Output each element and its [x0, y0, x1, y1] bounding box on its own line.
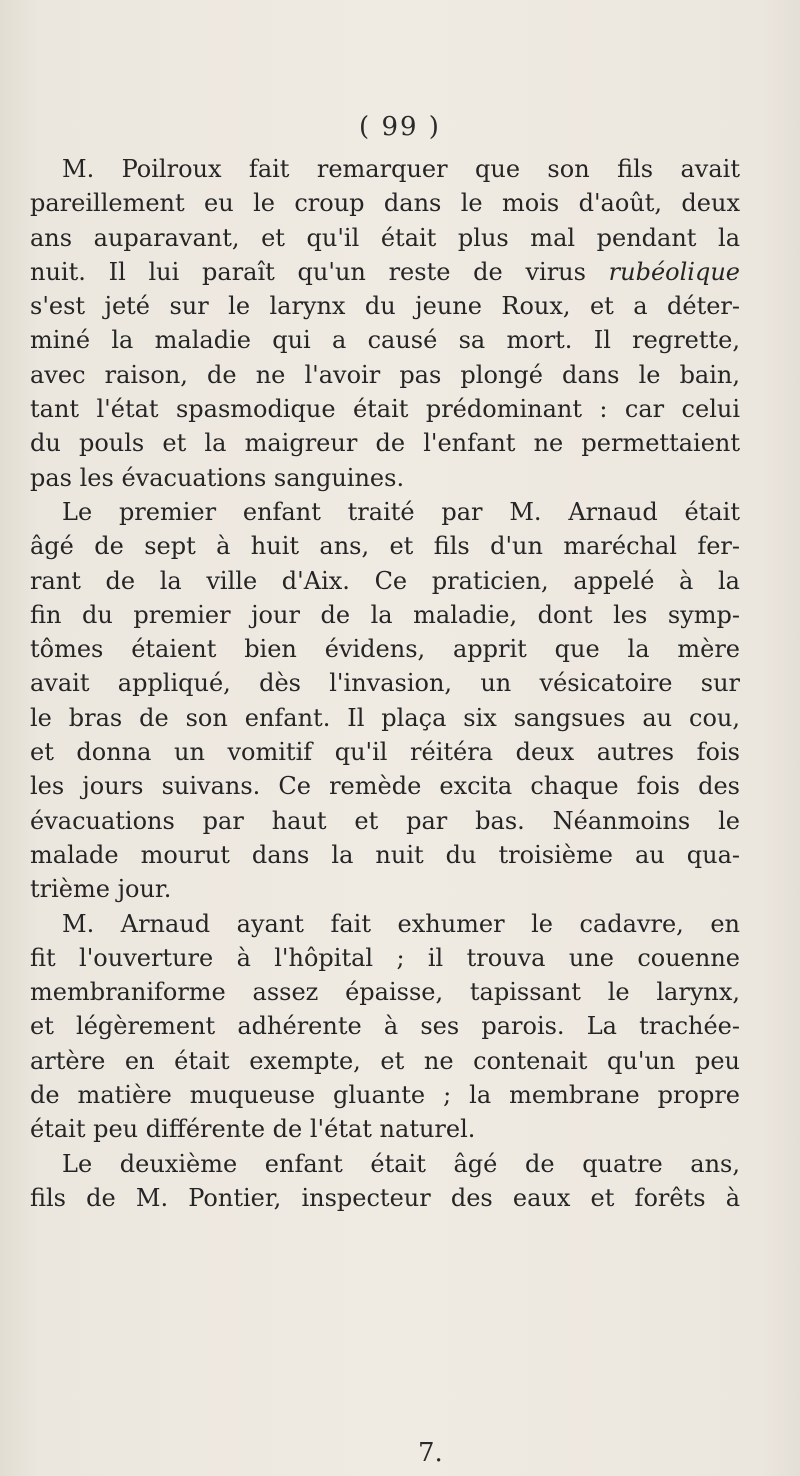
text-line: avait appliqué, dès l'invasion, un vésicatoire sur — [30, 669, 740, 698]
text-line: avec raison, de ne l'avoir pas plongé dans le bain, — [30, 360, 740, 389]
text-line: malade mourut dans la nuit du troisième au qua- — [30, 840, 740, 869]
text-line: du pouls et la maigreur de l'enfant ne permettaient — [30, 429, 740, 458]
body-text — [30, 152, 740, 1215]
text-line: et légèrement adhérente à ses parois. La trachée- — [30, 1012, 740, 1041]
paragraph-3 — [30, 907, 740, 1147]
text-line: les jours suivans. Ce remède excita chaque fois des — [30, 772, 740, 801]
text-line: était peu différente de l'état naturel. — [30, 1115, 476, 1144]
text-line: et donna un vomitif qu'il réitéra deux autres fois — [30, 738, 740, 767]
signature-mark: 7. — [418, 1438, 443, 1468]
text-line: évacuations par haut et par bas. Néanmoins le — [30, 806, 740, 835]
text-line: miné la maladie qui a causé sa mort. Il regrette, — [30, 326, 740, 355]
text-line: fin du premier jour de la maladie, dont les symp- — [30, 600, 740, 629]
text-line: fils de M. Pontier, inspecteur des eaux et forêts à — [30, 1183, 740, 1212]
page-number: ( 99 ) — [359, 112, 441, 142]
text-line: pareillement eu le croup dans le mois d'août, deux — [30, 189, 740, 218]
text-line: tant l'état spasmodique était prédominant : car celui — [30, 395, 740, 424]
text-line: fit l'ouverture à l'hôpital ; il trouva une couenne — [30, 943, 740, 972]
text-line: de matière muqueuse gluante ; la membrane propre — [30, 1081, 740, 1110]
text-line: Le deuxième enfant était âgé de quatre ans, — [62, 1149, 740, 1178]
text-line: pas les évacuations sanguines. — [30, 463, 405, 492]
text-line: rant de la ville d'Aix. Ce praticien, appelé à la — [30, 566, 740, 595]
paragraph-2 — [30, 495, 740, 907]
text-line: nuit. Il lui paraît qu'un reste de virus rubéolique — [30, 257, 740, 286]
text-line: trième jour. — [30, 875, 172, 904]
text-line: M. Arnaud ayant fait exhumer le cadavre, en — [62, 909, 740, 938]
text-line: Le premier enfant traité par M. Arnaud était — [62, 497, 740, 526]
paragraph-4 — [30, 1147, 740, 1216]
text-line: ans auparavant, et qu'il était plus mal pendant la — [30, 223, 740, 252]
text-line: M. Poilroux fait remarquer que son fils avait — [62, 155, 740, 183]
paragraph-1 — [30, 152, 740, 495]
text-line: membraniforme assez épaisse, tapissant le larynx, — [30, 978, 740, 1007]
text-line: âgé de sept à huit ans, et fils d'un maréchal fer- — [30, 532, 740, 561]
text-line: artère en était exempte, et ne contenait qu'un peu — [30, 1046, 740, 1075]
italic-word: rubéolique — [608, 257, 740, 286]
text-line: le bras de son enfant. Il plaça six sangsues au cou, — [30, 703, 740, 732]
text-line: tômes étaient bien évidens, apprit que la mère — [30, 635, 740, 664]
text-line: s'est jeté sur le larynx du jeune Roux, et a déter- — [30, 292, 740, 321]
